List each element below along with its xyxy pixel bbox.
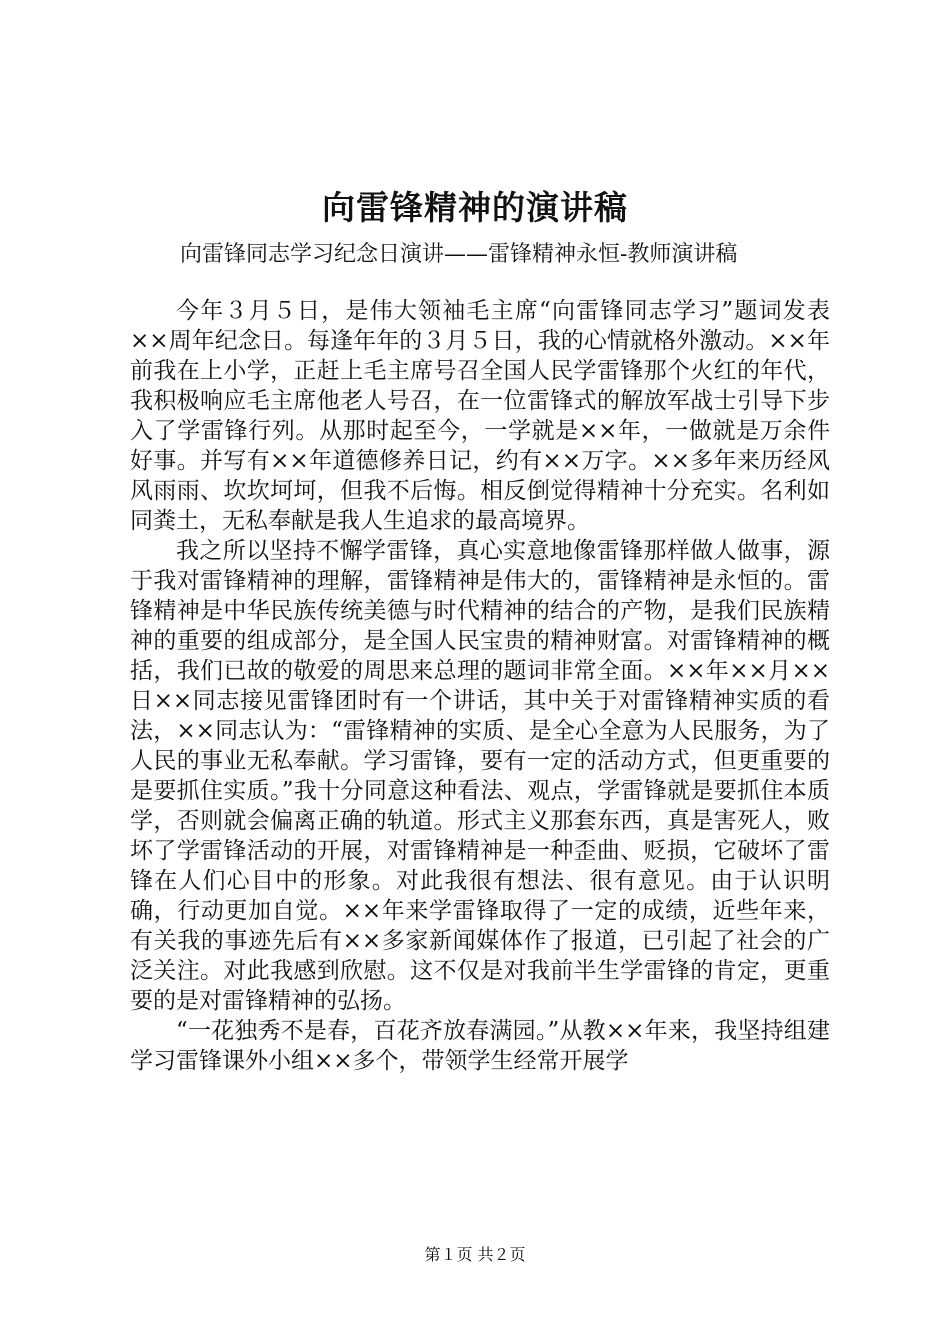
document-subtitle: 向雷锋同志学习纪念日演讲——雷锋精神永恒-教师演讲稿 <box>180 242 738 267</box>
page-footer: 第１页 共２页 <box>424 1245 526 1264</box>
body-paragraph: “一花独秀不是春，百花齐放春满园。”从教××年来，我坚持组建学习雷锋课外小组××多个，带领学生经常开展学 <box>130 1018 830 1074</box>
document-body <box>130 296 830 1076</box>
document-title: 向雷锋精神的演讲稿 <box>322 188 628 227</box>
body-paragraph: 今年３月５日，是伟大领袖毛主席“向雷锋同志学习”题词发表××周年纪念日。每逢年年的３月５日，我的心情就格外激动。××年前我在上小学，正赶上毛主席号召全国人民学雷锋那个火红的年代，我积极响应毛主席他老人号召，在一位雷锋式的解放军战士引导下步入了学雷锋行列。从那时起至今，一学就是××年，一做就是万余件好事。并写有××年道德修养日记，约有××万字。××多年来历经风风雨雨、坎坎坷坷，但我不后悔。相反倒觉得精神十分充实。名利如同粪土，无私奉献是我人生追求的最高境界。 <box>130 298 830 534</box>
body-paragraph: 我之所以坚持不懈学雷锋，真心实意地像雷锋那样做人做事，源于我对雷锋精神的理解，雷锋精神是伟大的，雷锋精神是永恒的。雷锋精神是中华民族传统美德与时代精神的结合的产物，是我们民族精神的重要的组成部分，是全国人民宝贵的精神财富。对雷锋精神的概括，我们已故的敬爱的周思来总理的题词非常全面。××年××月××日××同志接见雷锋团时有一个讲话，其中关于对雷锋精神实质的看法，××同志认为：“雷锋精神的实质、是全心全意为人民服务，为了人民的事业无私奉献。学习雷锋，要有一定的活动方式，但更重要的是要抓住实质。”我十分同意这种看法、观点，学雷锋就是要抓住本质学，否则就会偏离正确的轨道。形式主义那套东西，真是害死人，败坏了学雷锋活动的开展，对雷锋精神是一种歪曲、贬损，它破坏了雷锋在人们心目中的形象。对此我很有想法、很有意见。由于认识明确，行动更加自觉。××年来学雷锋取得了一定的成绩，近些年来，有关我的事迹先后有××多家新闻媒体作了报道，已引起了社会的广泛关注。对此我感到欣慰。这不仅是对我前半生学雷锋的肯定，更重要的是对雷锋精神的弘扬。 <box>130 538 830 1014</box>
